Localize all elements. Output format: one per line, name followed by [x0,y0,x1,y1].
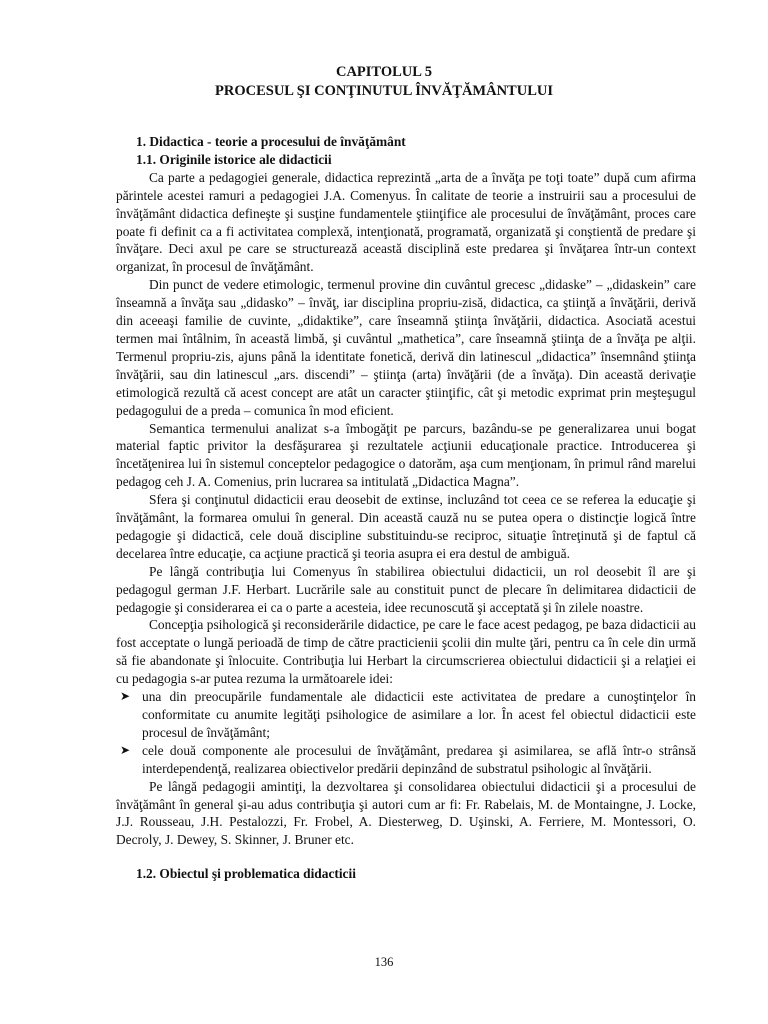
list-item [116,742,696,778]
next-subsection-heading: 1.2. Obiectul şi problematica didacticii [136,866,356,882]
chapter-header [0,63,768,101]
list-item [116,688,696,742]
paragraph: Pe lângă contribuţia lui Comenyus în stabilirea obiectului didacticii, un rol deosebit îl are şi pedagogul german J.F. Herbart. Lucrările sale au constituit punct de plecare în delimitarea didacticii de pedagogie şi considerarea ei ca o parte a acesteia, idee recunoscută şi acceptată şi în zilele noastre. [116,563,696,615]
chapter-label: CAPITOLUL 5 [335,64,433,80]
page-number: 136 [374,955,394,969]
bullet-text: cele două componente ale procesului de învăţământ, predarea şi asimilarea, se află într-o strânsă interdependenţă, realizarea obiectivelor predării depinzând de substratul psihologic al învăţării. [142,742,696,776]
paragraph: Ca parte a pedagogiei generale, didactica reprezintă „arta de a învăţa pe toţi toate” după cum afirma părintele acestei ramuri a pedagogiei J.A. Comenyus. În calitate de teorie a instruirii sau a procesului de învăţământ didactica defineşte şi susţine fundamentele ştiinţifice ale procesului de învăţământ, proces care poate fi definit ca a fi activitatea complexă, intenţionată, programată, organizată şi conştientă de predare şi învăţare. Deci axul pe care se structurează această disciplină este predarea şi învăţarea într-un context organizat, în procesul de învăţământ. [116,169,696,275]
closing-paragraph: Pe lângă pedagogii amintiţi, la dezvoltarea şi consolidarea obiectului didacticii şi a procesului de învăţământ în general şi-au adus contribuţia şi autori cum ar fi: Fr. Rabelais, M. de Montaingne, J. Locke, J.J. Rousseau, J.H. Pestalozzi, Fr. Frobel, A. Diesterweg, D. Uşinski, A. Ferriere, M. Montessori, O. Decroly, J. Dewey, S. Skinner, J. Bruner etc. [116,778,696,848]
page-body [116,133,696,883]
bullet-text: una din preocupările fundamentale ale didacticii este activitatea de predare a cunoştinţelor în conformitate cu anumite legităţi psihologice de asimilare a lor. În acest fel obiectul didacticii este procesul de învăţământ; [142,689,696,740]
section-heading: 1. Didactica - teorie a procesului de învăţământ [136,134,406,149]
paragraph: Sfera şi conţinutul didacticii erau deosebit de extinse, incluzând tot ceea ce se referea la educaţie şi învăţământ, la formarea omului în general. Din această cauză nu se putea opera o distincţie logică între pedagogie şi didactică, cele două discipline substituindu-se reciproc, situaţie întreţinută şi de faptul că decelarea între educaţie, ca acţiune practică şi teoria asupra ei era destul de ambiguă. [116,492,696,561]
paragraph: Din punct de vedere etimologic, termenul provine din cuvântul grecesc „didaske” – „didaskein” care înseamnă a învăţa sau „didasko” – învăţ, iar disciplina propriu-zisă, didactica, ca ştiinţă a învăţării, derivă din aceeaşi familie de cuvinte, „didaktike”, care înseamnă ştiinţa învăţării, didactica. Asociată acestui termen mai întâlnim, în această limbă, şi cuvântul „mathetica”, care înseamnă ştiinţa de a învăţa pe alţii. Termenul propriu-zis, ajuns până la identitate fonetică, derivă din latinescul „didactica” însemnând ştiinţa învăţării, sau din latinescul „ars. discendi” – ştiinţa (arta) învăţării (de a învăţa). Din această derivaţie etimologică rezultă că acest concept are atât un caracter ştiinţific, cât şi metodic exprimat prin meşteşugul pedagogului de a preda – comunica în mod eficient. [116,277,696,418]
paragraph: Concepţia psihologică şi reconsiderările didactice, pe care le face acest pedagog, pe baza didacticii au fost acceptate o lungă perioadă de timp de către practicienii şcolii din multe ţări, pentru ca în cele din urmă să fie abandonate şi înlocuite. Contribuţia lui Herbart la circumscrierea obiectului didacticii şi a relaţiei ei cu pedagogia s-ar putea rezuma la următoarele idei: [116,617,696,687]
subsection-heading: 1.1. Originile istorice ale didacticii [136,151,332,167]
arrowhead-bullet-icon: ➤ [120,689,131,704]
chapter-title: PROCESUL ŞI CONŢINUTUL ÎNVĂŢĂMÂNTULUI [215,83,553,99]
spacer [116,849,696,865]
paragraph: Semantica termenului analizat s-a îmbogăţit pe parcurs, bazându-se pe generalizarea unui bogat material faptic privitor la desfăşurarea şi rezultatele acţiunii educaţionale practice. Introducerea şi încetăţenirea lui în sistemul conceptelor pedagogice o datorăm, aşa cum menţionam, în primul rând marelui pedagog ceh J. A. Comenius, prin lucrarea sa intitulată „Didactica Magna”. [116,420,696,490]
arrowhead-bullet-icon: ➤ [120,742,131,757]
bullet-list [116,688,696,778]
